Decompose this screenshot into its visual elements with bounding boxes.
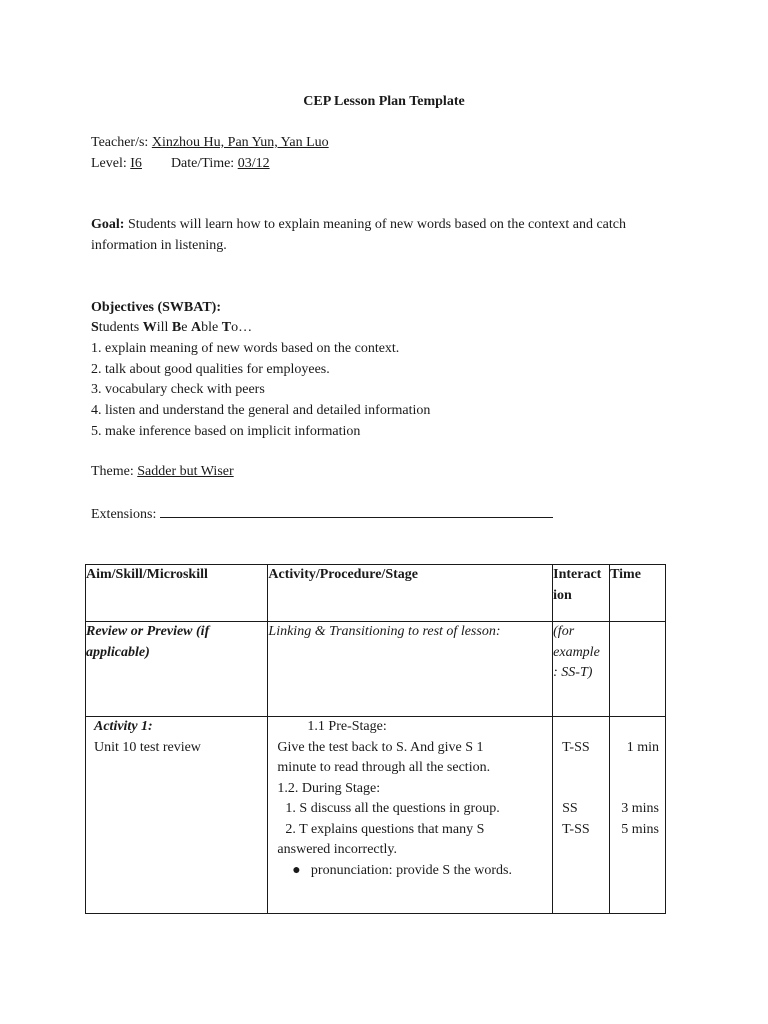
theme-label: Theme: xyxy=(91,464,134,479)
interaction-value: T-SS xyxy=(562,739,590,755)
review-interaction xyxy=(553,622,610,717)
swbat-rest: ble xyxy=(201,320,222,335)
swbat-initial: T xyxy=(221,320,232,335)
header-interaction-line1: Interact xyxy=(553,567,602,582)
extensions-blank xyxy=(160,503,553,518)
review-aim-line1: Review or Preview (if xyxy=(86,624,210,639)
review-interaction-line2: example xyxy=(553,644,600,660)
swbat-initial: W xyxy=(142,320,157,335)
swbat-initial: B xyxy=(171,320,182,335)
header-interaction xyxy=(553,565,610,622)
procedure-line: minute to read through all the section. xyxy=(277,760,491,775)
swbat-rest: o… xyxy=(231,320,253,335)
swbat-rest: ill xyxy=(156,320,172,335)
interaction-value: SS xyxy=(562,801,578,816)
theme-value: Sadder but Wiser xyxy=(137,464,234,479)
procedure-bullet-line xyxy=(277,861,552,882)
header-activity: Activity/Procedure/Stage xyxy=(268,565,553,622)
swbat-rest: tudents xyxy=(98,320,143,335)
activity1-time xyxy=(610,717,666,914)
extensions-label: Extensions: xyxy=(91,507,157,522)
review-interaction-line1: (for xyxy=(553,624,575,639)
interaction-value: T-SS xyxy=(562,821,590,837)
extensions-line xyxy=(91,503,553,526)
page-title: CEP Lesson Plan Template xyxy=(303,94,465,109)
procedure-line: 2. T explains questions that many S xyxy=(285,821,485,837)
activity1-desc: Unit 10 test review xyxy=(94,739,201,755)
review-interaction-line3: : SS-T) xyxy=(553,665,593,680)
goal-line-2: information in listening. xyxy=(91,238,227,253)
goal-text-1: Students will learn how to explain meaning of new words based on the context and catch xyxy=(127,217,626,232)
level-label: Level: xyxy=(91,156,127,171)
review-activity: Linking & Transitioning to rest of lesson: xyxy=(268,622,553,717)
procedure-line: 1. S discuss all the questions in group. xyxy=(285,801,500,816)
swbat-initial: A xyxy=(190,320,202,335)
header-time: Time xyxy=(610,565,666,622)
date-time-label: Date/Time: xyxy=(170,156,235,171)
swbat-initial: S xyxy=(91,320,99,335)
swbat-expansion xyxy=(91,318,252,339)
level-date-line xyxy=(91,154,270,175)
activity1-procedure xyxy=(268,717,553,914)
lesson-plan-table xyxy=(85,564,666,914)
teachers-line xyxy=(91,133,414,154)
objective-item: 4. listen and understand the general and detailed information xyxy=(91,403,431,418)
teachers-label: Teacher/s: xyxy=(91,135,149,150)
objective-item: 1. explain meaning of new words based on the context. xyxy=(91,341,400,356)
objective-item: 2. talk about good qualities for employees. xyxy=(91,362,330,377)
review-time xyxy=(610,622,666,717)
time-value: 1 min xyxy=(626,739,659,755)
procedure-line: Give the test back to S. And give S 1 xyxy=(277,739,484,755)
objectives-heading: Objectives (SWBAT): xyxy=(91,300,221,315)
swbat-rest: e xyxy=(181,320,191,335)
goal-line-1 xyxy=(91,215,626,236)
level-value: I6 xyxy=(130,156,142,171)
bullet-icon: ● xyxy=(292,862,301,878)
goal-label: Goal: xyxy=(91,217,125,232)
time-value: 3 mins xyxy=(621,801,659,816)
activity1-aim xyxy=(86,717,268,914)
procedure-line: answered incorrectly. xyxy=(277,842,398,857)
activity1-row xyxy=(86,717,666,914)
activity1-title: Activity 1: xyxy=(94,719,153,734)
review-aim xyxy=(86,622,268,717)
procedure-line: 1.2. During Stage: xyxy=(277,780,381,796)
procedure-line: pronunciation: provide S the words. xyxy=(310,862,512,878)
procedure-line: 1.1 Pre-Stage: xyxy=(307,719,387,734)
header-aim: Aim/Skill/Microskill xyxy=(86,565,268,622)
theme-line xyxy=(91,462,249,483)
date-time-value: 03/12 xyxy=(237,156,270,171)
time-value: 5 mins xyxy=(621,821,659,837)
review-row xyxy=(86,622,666,717)
objective-item: 3. vocabulary check with peers xyxy=(91,382,265,397)
table-header-row xyxy=(86,565,666,622)
header-interaction-line2: ion xyxy=(553,587,572,603)
objective-item: 5. make inference based on implicit information xyxy=(91,424,361,439)
activity1-interaction xyxy=(553,717,610,914)
review-aim-line2: applicable) xyxy=(86,644,150,660)
teachers-value: Xinzhou Hu, Pan Yun, Yan Luo xyxy=(151,135,329,150)
